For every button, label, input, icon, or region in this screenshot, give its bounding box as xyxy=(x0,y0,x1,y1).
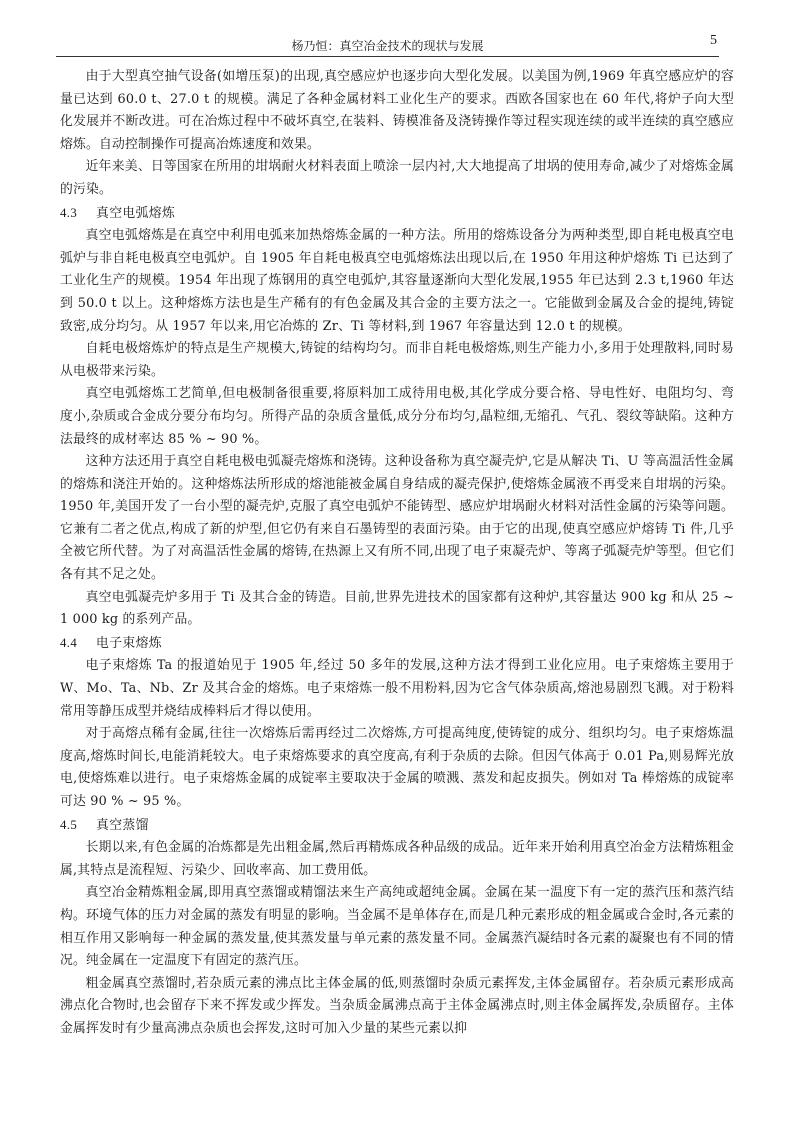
running-title: 杨乃恒：真空冶金技术的现状与发展 xyxy=(291,39,484,53)
paragraph: 近年来美、日等国家在所用的坩埚耐火材料表面上喷涂一层内衬,大大地提高了坩埚的使用寿命,减少了对熔炼金属的污染。 xyxy=(60,159,734,197)
paragraph: 真空冶金精炼粗金属,即用真空蒸馏或精馏法来生产高纯或超纯金属。金属在某一温度下有一定的蒸汽压和蒸汽结构。环境气体的压力对金属的蒸发有明显的影响。当金属不是单体存在,而是几种元素形成的粗金属或合金时,各元素的相互作用又影响每一种金属的蒸发量,使其蒸发量与单元素的蒸发量不同。金属蒸汽凝结时各元素的凝聚也有不同的情况。纯金属在一定温度下有固定的蒸汽压。 xyxy=(60,885,734,969)
paragraph: 这种方法还用于真空自耗电极电弧凝壳熔炼和浇铸。这种设备称为真空凝壳炉,它是从解决 Ti、U 等高温活性金属的熔炼和浇注开始的。这种熔炼法所形成的熔池能被金属自身结成的凝壳保护,使熔炼金属液不再受来自坩埚的污染。1950 年,美国开发了一台小型的凝壳炉,克服了真空电弧炉不能铸型、感应炉坩埚耐火材料对活性金属的污染等问题。它兼有二者之优点,构成了新的炉型,但它仍有来自石墨铸型的表面污染。由于它的出现,使真空感应炉熔铸 Ti 件,几乎全被它所代替。为了对高温活性金属的熔铸,在热源上又有所不同,出现了电子束凝壳炉、等离子弧凝壳炉等型。但它们各有其不足之处。 xyxy=(60,454,734,583)
section-number: 4.4 xyxy=(60,635,78,650)
paragraph: 长期以来,有色金属的冶炼都是先出粗金属,然后再精炼成各种品级的成品。近年来开始利用真空冶金方法精炼粗金属,其特点是流程短、污染少、回收率高、加工费用低。 xyxy=(60,840,734,878)
paragraph: 自耗电极熔炼炉的特点是生产规模大,铸锭的结构均匀。而非自耗电极熔炼,则生产能力小,多用于处理散料,同时易从电极带来污染。 xyxy=(60,341,734,379)
paragraph: 真空电弧熔炼是在真空中利用电弧来加热熔炼金属的一种方法。所用的熔炼设备分为两种类型,即自耗电极真空电弧炉与非自耗电极真空电弧炉。自 1905 年自耗电极真空电弧熔炼法出现以后,在 1950 年用这种炉熔炼 Ti 已达到了工业化生产的规模。1954 年出现了炼钢用的真空电弧炉,其容量逐渐向大型化发展,1955 年已达到 2.3 t,1960 年达到 50.0 t 以上。这种熔炼方法也是生产稀有的有色金属及其合金的主要方法之一。它能做到金属及合金的提纯,铸锭致密,成分均匀。从 1957 年以来,用它冶炼的 Zr、Ti 等材料,到 1967 年容量达到 12.0 t 的规模。 xyxy=(60,228,734,334)
paragraph: 由于大型真空抽气设备(如增压泵)的出现,真空感应炉也逐步向大型化发展。以美国为例,1969 年真空感应炉的容量已达到 60.0 t、27.0 t 的规模。满足了各种金属材料工业化生产的要求。西欧各国家也在 60 年代,将炉子向大型化发展并不断改进。可在冶炼过程中不破坏真空,在装料、铸模准备及浇铸操作等过程实现连续的或半连续的真空感应熔炼。自动控制操作可提高冶炼速度和效果。 xyxy=(60,69,734,152)
paragraph: 粗金属真空蒸馏时,若杂质元素的沸点比主体金属的低,则蒸馏时杂质元素挥发,主体金属留存。若杂质元素形成高沸点化合物时,也会留存下来不挥发或少挥发。当杂质金属沸点高于主体金属沸点时,则主体金属挥发,杂质留存。主体金属挥发时有少量高沸点杂质也会挥发,这时可加入少量的某些元素以抑 xyxy=(60,975,734,1036)
section-number: 4.3 xyxy=(60,205,78,220)
paragraph: 电子束熔炼 Ta 的报道始见于 1905 年,经过 50 多年的发展,这种方法才得到工业化应用。电子束熔炼主要用于 W、Mo、Ta、Nb、Zr 及其合金的熔炼。电子束熔炼一般不用粉料,因为它含气体杂质高,熔池易剧烈飞溅。对于粉料常用等静压成型并烧结成棒料后才得以使用。 xyxy=(60,658,734,719)
page-number: 5 xyxy=(710,33,717,48)
section-title: 电子束熔炼 xyxy=(96,635,162,651)
article-body xyxy=(60,66,734,1041)
paragraph: 真空电弧熔炼工艺简单,但电极制备很重要,将原料加工成待用电极,其化学成分要合格、导电性好、电阻均匀、弯度小,杂质或合金成分要分布均匀。所得产品的杂质含量低,成分分布均匀,晶粒细,无缩孔、气孔、裂纹等缺陷。这种方法最终的成材率达 85 % ~ 90 %。 xyxy=(60,386,734,447)
section-heading xyxy=(60,814,734,838)
paragraph: 真空电弧凝壳炉多用于 Ti 及其合金的铸造。目前,世界先进技术的国家都有这种炉,其容量达 900 kg 和从 25 ~ 1 000 kg 的系列产品。 xyxy=(60,589,734,628)
section-heading xyxy=(60,202,734,226)
section-number: 4.5 xyxy=(60,817,78,832)
section-title: 真空蒸馏 xyxy=(96,817,149,833)
paragraph: 对于高熔点稀有金属,往往一次熔炼后需再经过二次熔炼,方可提高纯度,使铸锭的成分、组织均匀。电子束熔炼温度高,熔炼时间长,电能消耗较大。电子束熔炼要求的真空度高,有利于杂质的去除。但因气体高于 0.01 Pa,则易辉光放电,使熔炼难以进行。电子束熔炼金属的成锭率主要取决于金属的喷溅、蒸发和起皮损失。例如对 Ta 棒熔炼的成锭率可达 90 % ~ 95 %。 xyxy=(60,726,734,809)
running-header xyxy=(56,28,719,57)
section-heading xyxy=(60,632,734,656)
section-title: 真空电弧熔炼 xyxy=(96,205,176,221)
